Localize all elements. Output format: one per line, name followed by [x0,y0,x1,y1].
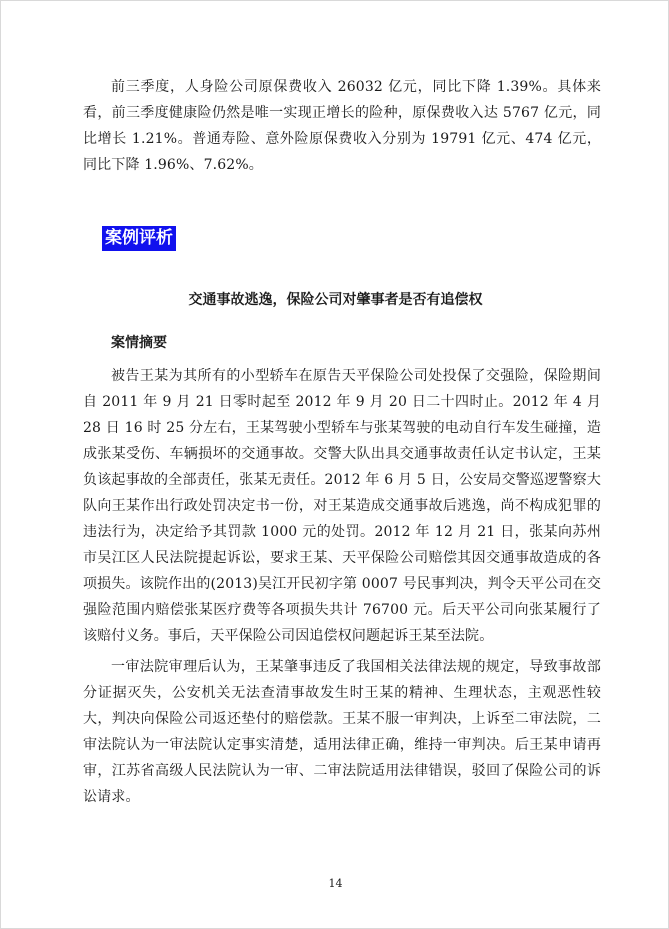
case-summary-heading: 案情摘要 [111,335,167,351]
case-facts-paragraph: 被告王某为其所有的小型轿车在原告天平保险公司处投保了交强险，保险期间自 2011 年 9 月 21 日零时起至 2012 年 9 月 20 日二十四时止。2012 年 4 月 28 日 16 时 25 分左右，王某驾驶小型轿车与张某驾驶的电动自行车发生碰撞，造成张某受伤、车辆损坏的交通事故。交警大队出具交通事故责任认定书认定，王某负该起事故的全部责任，张某无责任。2012 年 6 月 5 日，公安局交警巡逻警察大队向王某作出行政处罚决定书一份，对王某造成交通事故后逃逸，尚不构成犯罪的违法行为，决定给予其罚款 1000 元的处罚。2012 年 12 月 21 日，张某向苏州市吴江区人民法院提起诉讼，要求王某、天平保险公司赔偿其因交通事故造成的各项损失。该院作出的(2013)吴江开民初字第 0007 号民事判决，判令天平公司在交强险范围内赔偿张某医疗费等各项损失共计 76700 元。后天平公司向张某履行了该赔付义务。事后，天平保险公司因追偿权问题起诉王某至法院。 [83,368,601,644]
article-title: 交通事故逃逸，保险公司对肇事者是否有追偿权 [188,292,483,308]
section-heading-case-analysis: 案例评析 [102,226,176,251]
intro-paragraph: 前三季度，人身险公司原保费收入 26032 亿元，同比下降 1.39%。具体来看，前三季度健康险仍然是唯一实现正增长的险种，原保费收入达 5767 亿元，同比增长 1.21%。普通寿险、意外险原保费收入分别为 19791 亿元、474 亿元，同比下降 1.96%、7.62%。 [83,79,601,173]
court-ruling-paragraph: 一审法院审理后认为，王某肇事违反了我国相关法律法规的规定，导致事故部分证据灭失，公安机关无法查清事故发生时王某的精神、生理状态，主观恶性较大，判决向保险公司返还垫付的赔偿款。王某不服一审判决，上诉至二审法院，二审法院认为一审法院认定事实清楚，适用法律正确，维持一审判决。后王某申请再审，江苏省高级人民法院认为一审、二审法院适用法律错误，驳回了保险公司的诉讼请求。 [83,659,601,805]
page-number: 14 [328,877,343,890]
